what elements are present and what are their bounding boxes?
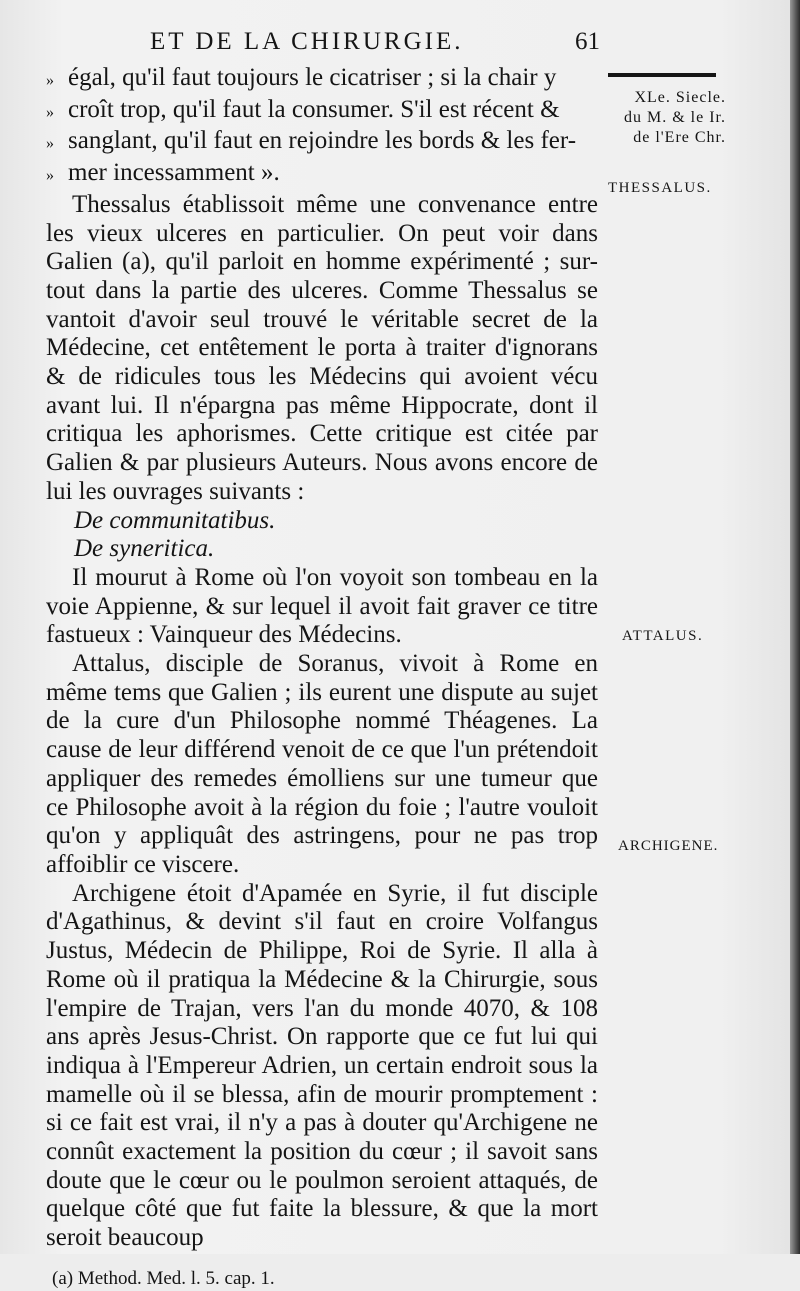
quote-line: » croît trop, qu'il faut la consumer. S'il est récent & xyxy=(46,96,598,128)
page-header xyxy=(150,28,610,62)
margin-note-attalus: ATTALUS. xyxy=(622,628,704,644)
paragraph-archigene: Archigene étoit d'Apamée en Syrie, il fut disciple d'Agathinus, & devint s'il faut en croire Volfangus Justus, Médecin de Philippe, Roi de Syrie. Il alla à Rome où il pratiqua la Médecine & la Chirurgie, sous l'empire de Trajan, vers l'an du monde 4070, & 108 ans après Jesus-Christ. On rapporte que ce fut lui qui indiqua à l'Empereur Adrien, un certain endroit sous la mamelle où il se blessa, afin de mourir promptement : si ce fait est vrai, il n'y a pas à douter qu'Archigene ne connût exactement la position du cœur ; il savoit sans doute que le cœur ou le poulmon seroient attaqués, de quelque côté que fut faite la blessure, & que la mort seroit beaucoup xyxy=(46,879,598,1252)
work-title: De communitatibus. xyxy=(74,506,276,534)
paragraph-attalus: Attalus, disciple de Soranus, vivoit à Rome en même tems que Galien ; ils eurent une dispute au sujet de la cure d'un Philosophe nommé Théagenes. La cause de leur différend venoit de ce que l'un prétendoit appliquer des remedes émolliens sur une tumeur que ce Philosophe avoit à la région du foie ; l'autre vouloit qu'on y appliquât des astringens, pour ne pas trop affoiblir ce viscere. xyxy=(46,650,598,878)
quote-mark: » xyxy=(46,167,54,185)
main-text xyxy=(46,64,598,1291)
paragraph-thessalus-death: Il mourut à Rome où l'on voyoit son tombeau en la voie Appienne, & sur lequel il avoit fait graver ce titre fastueux : Vainqueur des Médecins. xyxy=(46,563,598,649)
margin-note-archigene: ARCHIGENE. xyxy=(618,838,719,854)
running-title: ET DE LA CHIRURGIE. xyxy=(150,28,464,55)
quote-line: » sanglant, qu'il faut en rejoindre les bords & les fer- xyxy=(46,127,598,159)
margin-rule xyxy=(608,73,716,77)
page-spine-shadow xyxy=(790,0,800,1254)
quote-mark: » xyxy=(46,103,54,121)
quote-mark: » xyxy=(46,135,54,153)
margin-note-thessalus: THESSALUS. xyxy=(608,180,712,196)
quote-line: » mer incessamment ». xyxy=(46,159,598,191)
quote-mark: » xyxy=(46,72,54,89)
quote-line: » égal, qu'il faut toujours le cicatriser ; si la chair y xyxy=(46,64,598,96)
margin-period-note: XLe. Siecle. du M. & le Ir. de l'Ere Chr. xyxy=(624,89,726,146)
footnote: (a) Method. Med. l. 5. cap. 1. xyxy=(52,1267,275,1289)
work-title: De syneritica. xyxy=(74,535,215,563)
paragraph-thessalus: Thessalus établissoit même une convenance entre les vieux ulceres en particulier. On peut voir dans Galien (a), qu'il parloit en homme expérimenté ; sur-tout dans la partie des ulceres. Comme Thessalus se vantoit d'avoir seul trouvé le véritable secret de la Médecine, cet entêtement le porta à traiter d'ignorans & de ridicules tous les Médecins qui avoient vécu avant lui. Il n'épargna pas même Hippocrate, dont il critiqua les aphorismes. Cette critique est citée par Galien & par plusieurs Auteurs. Nous avons encore de lui les ouvrages suivants : xyxy=(46,190,598,505)
page-number: 61 xyxy=(575,28,600,55)
